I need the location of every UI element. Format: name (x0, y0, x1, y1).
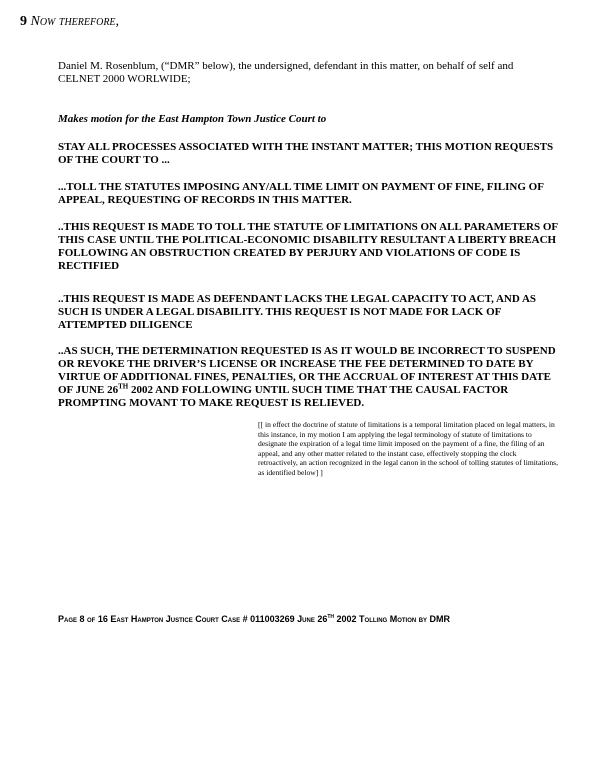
section-number: 9 (20, 14, 27, 29)
request-paragraph-5 (58, 345, 558, 410)
intro-paragraph: Daniel M. Rosenblum, (“DMR” below), the undersigned, defendant in this matter, on behalf of self and CELNET 2000 WORLWIDE; (58, 60, 514, 85)
request-paragraph-4: ..THIS REQUEST IS MADE AS DEFENDANT LACKS THE LEGAL CAPACITY TO ACT, AND AS SUCH IS UNDER A LEGAL DISABILITY. THIS REQUEST IS NOT MADE FOR LACK OF ATTEMPTED DILIGENCE (58, 293, 537, 331)
footer-superscript: th (327, 613, 335, 620)
section-title: Now therefore, (30, 14, 120, 29)
page-footer (58, 614, 578, 624)
motion-line: Makes motion for the East Hampton Town Justice Court to (58, 113, 327, 125)
footer-text-a: Page 8 of 16 East Hampton Justice Court Case # 011003269 June 26 (58, 614, 328, 624)
section-heading (20, 14, 119, 30)
request-paragraph-1: STAY ALL PROCESSES ASSOCIATED WITH THE INSTANT MATTER; THIS MOTION REQUESTS OF THE COURT TO ... (58, 141, 554, 166)
footer-text-b: 2002 Tolling Motion by DMR (334, 614, 451, 624)
paragraph-5-superscript: TH (118, 382, 129, 391)
paragraph-5-text-b: 2002 AND FOLLOWING UNTIL SUCH TIME THAT THE CAUSAL FACTOR PROMPTING MOVANT TO MAKE REQUEST IS RELIEVED. (58, 384, 509, 409)
request-paragraph-3: ..THIS REQUEST IS MADE TO TOLL THE STATUTE OF LIMITATIONS ON ALL PARAMETERS OF THIS CASE UNTIL THE POLITICAL-ECONOMIC DISABILITY RESULTANT A LIBERTY BREACH FOLLOWING AN OBSTRUCTION CREATED BY PERJURY AND VIOLATIONS OF CODE IS RECTIFIED (58, 221, 558, 272)
request-paragraph-2: ...TOLL THE STATUTES IMPOSING ANY/ALL TIME LIMIT ON PAYMENT OF FINE, FILING OF APPEAL, REQUESTING OF RECORDS IN THIS MATTER. (58, 181, 544, 206)
paragraph-5-text-a: ..AS SUCH, THE DETERMINATION REQUESTED IS AS IT WOULD BE INCORRECT TO SUSPEND OR REVOKE THE DRIVER’S LICENSE OR INCREASE THE FEE DETERMINED TO DATE BY VIRTUE OF ADDITIONAL FINES, PENALTIES, OR THE ACCRUAL OF INTEREST AT THIS DATE OF JUNE 26 (58, 345, 556, 396)
footnote-remark: [[ in effect the doctrine of statute of limitations is a temporal limitation placed on legal matters, in this instance, in my motion I am applying the legal terminology of statute of limitations to designate the expiration of a legal time limit imposed on the payment of a fine, the filing of an appeal, and any other matter related to the instant case, effectively stopping the clock retroactively, an action recognized in the legal canon in the school of tolling statutes of limitations, as identified below] ] (258, 420, 559, 477)
